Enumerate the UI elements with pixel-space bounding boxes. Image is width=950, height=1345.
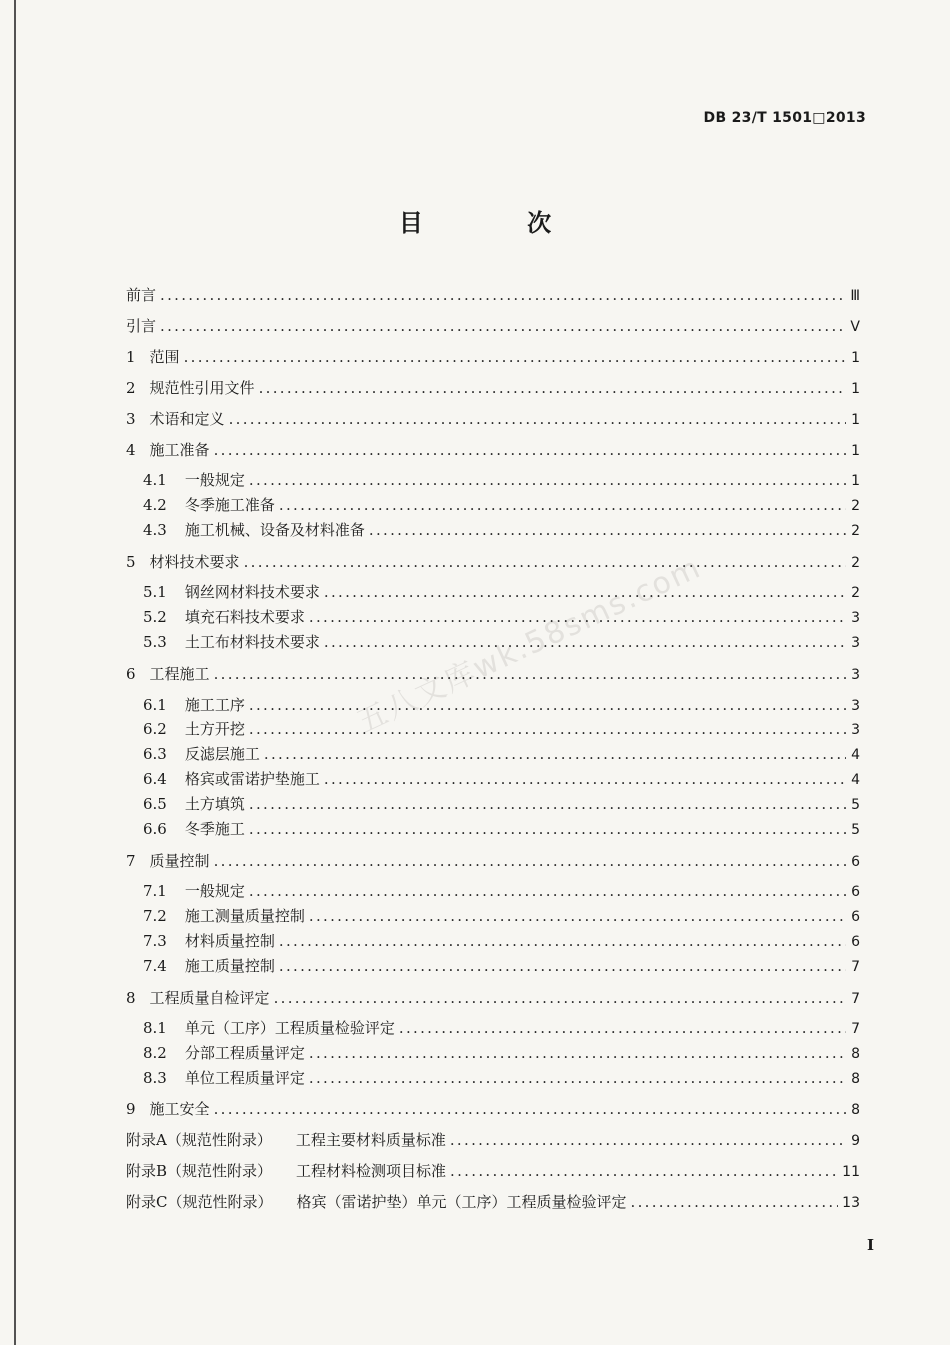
dot-leader	[324, 768, 846, 790]
toc-page-number: 6	[851, 909, 860, 925]
toc-subentry[interactable]	[143, 494, 860, 516]
toc-entry-number: 8	[126, 989, 136, 1007]
toc-page-number: 5	[851, 797, 860, 813]
toc-entry[interactable]	[126, 408, 860, 430]
toc-page-number: 8	[851, 1046, 860, 1062]
toc-subentry[interactable]	[143, 606, 860, 628]
toc-entry-label: 规范性引用文件	[149, 379, 255, 397]
toc-entry-label: 施工安全	[149, 1100, 210, 1118]
toc-page-number: 4	[851, 772, 860, 788]
toc-entry-number: 4.3	[143, 521, 167, 539]
toc-subentry[interactable]	[143, 955, 860, 977]
toc-entry-label: 填充石料技术要求	[184, 608, 305, 626]
toc-entry-label: 施工质量控制	[184, 957, 275, 975]
toc-entry-label: 施工测量质量控制	[184, 907, 305, 925]
dot-leader	[279, 955, 846, 977]
toc-entry-number: 8.2	[143, 1044, 167, 1062]
toc-subentry[interactable]	[143, 631, 860, 653]
toc-entry[interactable]	[126, 850, 860, 872]
dot-leader	[450, 1129, 846, 1151]
page-title: 目 次	[398, 209, 600, 237]
dot-leader	[274, 987, 846, 1009]
dot-leader	[399, 1017, 846, 1039]
toc-entry[interactable]	[126, 315, 860, 337]
toc-entry-number: 4	[126, 441, 136, 459]
toc-entry-number: 7	[126, 852, 136, 870]
dot-leader	[324, 581, 846, 603]
toc-subentry[interactable]	[143, 1067, 860, 1089]
dot-leader	[279, 930, 846, 952]
toc-page-number: 1	[851, 473, 860, 489]
toc-page-number: 6	[851, 884, 860, 900]
toc-entry-label: 钢丝网材料技术要求	[184, 583, 320, 601]
dot-leader	[249, 694, 846, 716]
toc-entry-label: 前言	[126, 286, 157, 304]
toc-entry-label: 工程质量自检评定	[149, 989, 270, 1007]
toc-page-number: 7	[851, 1021, 860, 1037]
toc-entry-number: 5	[126, 553, 136, 571]
dot-leader	[369, 519, 846, 541]
toc-entry-label: 一般规定	[184, 471, 245, 489]
toc-page-number: 6	[851, 934, 860, 950]
toc-entry-number: 8.3	[143, 1069, 167, 1087]
toc-entry[interactable]	[126, 439, 860, 461]
binding-edge-line	[14, 0, 16, 1345]
dot-leader	[249, 718, 846, 740]
toc-entry-number: 附录B（规范性附录）	[126, 1162, 273, 1180]
toc-entry-number: 3	[126, 410, 136, 428]
toc-entry-label: 土工布材料技术要求	[184, 633, 320, 651]
toc-subentry[interactable]	[143, 694, 860, 716]
dot-leader	[309, 1067, 846, 1089]
toc-subentry[interactable]	[143, 581, 860, 603]
toc-entry-number: 6	[126, 665, 136, 683]
toc-subentry[interactable]	[143, 768, 860, 790]
toc-entry-label: 冬季施工准备	[184, 496, 275, 514]
toc-page-number: Ⅴ	[850, 319, 860, 335]
document-code: DB 23/T 1501□2013	[703, 110, 866, 126]
toc-page-number: 9	[851, 1133, 860, 1149]
toc-page-number: 5	[851, 822, 860, 838]
toc-entry[interactable]	[126, 987, 860, 1009]
toc-entry-number: 6.4	[143, 770, 167, 788]
toc-page-number: 8	[851, 1102, 860, 1118]
toc-entry-number: 7.3	[143, 932, 167, 950]
dot-leader	[264, 743, 846, 765]
dot-leader	[324, 631, 846, 653]
toc-page-number: 3	[851, 610, 860, 626]
toc-entry-label: 反滤层施工	[184, 745, 260, 763]
toc-entry-label: 术语和定义	[149, 410, 225, 428]
dot-leader	[214, 850, 846, 872]
dot-leader	[249, 880, 846, 902]
dot-leader	[259, 377, 846, 399]
toc-entry[interactable]	[126, 1160, 860, 1182]
dot-leader	[309, 905, 846, 927]
dot-leader	[249, 818, 846, 840]
toc-entry-label: 一般规定	[184, 882, 245, 900]
toc-entry-number: 7.1	[143, 882, 167, 900]
toc-entry-label: 施工工序	[184, 696, 245, 714]
toc-entry[interactable]	[126, 663, 860, 685]
toc-subentry[interactable]	[143, 718, 860, 740]
toc-page-number: 3	[851, 722, 860, 738]
dot-leader	[229, 408, 846, 430]
toc-entry-label: 冬季施工	[184, 820, 245, 838]
toc-entry-number: 4.2	[143, 496, 167, 514]
toc-entry-number: 5.3	[143, 633, 167, 651]
toc-entry[interactable]	[126, 551, 860, 573]
toc-page-number: 1	[851, 350, 860, 366]
toc-entry-label: 格宾或雷诺护垫施工	[184, 770, 320, 788]
dot-leader	[249, 793, 846, 815]
toc-entry-label: 引言	[126, 317, 157, 335]
toc-page-number: 4	[851, 747, 860, 763]
toc-entry-label: 分部工程质量评定	[184, 1044, 305, 1062]
toc-entry-number: 附录A（规范性附录）	[126, 1131, 272, 1149]
toc-entry-label: 范围	[149, 348, 180, 366]
toc-entry-label: 工程施工	[149, 665, 210, 683]
toc-entry[interactable]	[126, 377, 860, 399]
toc-subentry[interactable]	[143, 930, 860, 952]
dot-leader	[450, 1160, 838, 1182]
toc-page-number: 3	[851, 635, 860, 651]
toc-page-number: 7	[851, 959, 860, 975]
page-number: I	[866, 1236, 874, 1254]
toc-entry-number: 6.1	[143, 696, 167, 714]
dot-leader	[309, 1042, 846, 1064]
toc-entry-label: 工程材料检测项目标准	[296, 1162, 447, 1180]
toc-page-number: 3	[851, 667, 860, 683]
toc-page-number: 13	[842, 1195, 860, 1211]
toc-entry-number: 6.3	[143, 745, 167, 763]
toc-subentry[interactable]	[143, 905, 860, 927]
dot-leader	[309, 606, 846, 628]
dot-leader	[244, 551, 846, 573]
toc-page-number: 2	[851, 523, 860, 539]
toc-subentry[interactable]	[143, 1017, 860, 1039]
toc-page-number: Ⅲ	[850, 288, 860, 304]
toc-entry-label: 单元（工序）工程质量检验评定	[184, 1019, 395, 1037]
toc-entry-number: 4.1	[143, 471, 167, 489]
toc-entry-number: 8.1	[143, 1019, 167, 1037]
toc-page-number: 1	[851, 412, 860, 428]
watermark: 五八文库wk.58sms.com	[351, 549, 707, 741]
toc-entry[interactable]	[126, 284, 860, 306]
toc-entry[interactable]	[126, 1129, 860, 1151]
toc-entry-number: 6.6	[143, 820, 167, 838]
toc-entry-label: 工程主要材料质量标准	[295, 1131, 446, 1149]
toc-subentry[interactable]	[143, 743, 860, 765]
toc-entry-number: 5.1	[143, 583, 167, 601]
toc-entry-label: 施工机械、设备及材料准备	[184, 521, 365, 539]
toc-page-number: 1	[851, 443, 860, 459]
dot-leader	[214, 663, 846, 685]
toc-subentry[interactable]	[143, 818, 860, 840]
toc-subentry[interactable]	[143, 1042, 860, 1064]
dot-leader	[249, 469, 846, 491]
toc-entry-number: 5.2	[143, 608, 167, 626]
dot-leader	[214, 1098, 846, 1120]
toc-entry-number: 附录C（规范性附录）	[126, 1193, 273, 1211]
toc-entry-label: 土方开挖	[184, 720, 245, 738]
toc-page-number: 11	[842, 1164, 860, 1180]
toc-entry-label: 格宾（雷诺护垫）单元（工序）工程质量检验评定	[296, 1193, 627, 1211]
toc-page-number: 2	[851, 498, 860, 514]
toc-entry-number: 1	[126, 348, 136, 366]
toc-page-number: 3	[851, 698, 860, 714]
toc-entry-label: 施工准备	[149, 441, 210, 459]
toc-page-number: 2	[851, 585, 860, 601]
toc-entry-label: 质量控制	[149, 852, 210, 870]
toc-entry-number: 6.2	[143, 720, 167, 738]
toc-subentry[interactable]	[143, 519, 860, 541]
dot-leader	[279, 494, 846, 516]
toc-page-number: 1	[851, 381, 860, 397]
toc-subentry[interactable]	[143, 793, 860, 815]
toc-entry-label: 土方填筑	[184, 795, 245, 813]
toc-entry-label: 材料技术要求	[149, 553, 240, 571]
toc-entry[interactable]	[126, 1191, 860, 1213]
dot-leader	[184, 346, 846, 368]
toc-entry-number: 7.2	[143, 907, 167, 925]
toc-entry-number: 2	[126, 379, 136, 397]
toc-entry-label: 材料质量控制	[184, 932, 275, 950]
dot-leader	[631, 1191, 839, 1213]
toc-subentry[interactable]	[143, 880, 860, 902]
toc-subentry[interactable]	[143, 469, 860, 491]
toc-page-number: 2	[851, 555, 860, 571]
dot-leader	[214, 439, 846, 461]
toc-page-number: 6	[851, 854, 860, 870]
toc-page-number: 7	[851, 991, 860, 1007]
toc-page-number: 8	[851, 1071, 860, 1087]
toc-entry[interactable]	[126, 346, 860, 368]
dot-leader	[160, 315, 846, 337]
toc-entry-number: 6.5	[143, 795, 167, 813]
toc-entry-number: 9	[126, 1100, 136, 1118]
toc-entry[interactable]	[126, 1098, 860, 1120]
toc-entry-label: 单位工程质量评定	[184, 1069, 305, 1087]
dot-leader	[160, 284, 846, 306]
toc-entry-number: 7.4	[143, 957, 167, 975]
